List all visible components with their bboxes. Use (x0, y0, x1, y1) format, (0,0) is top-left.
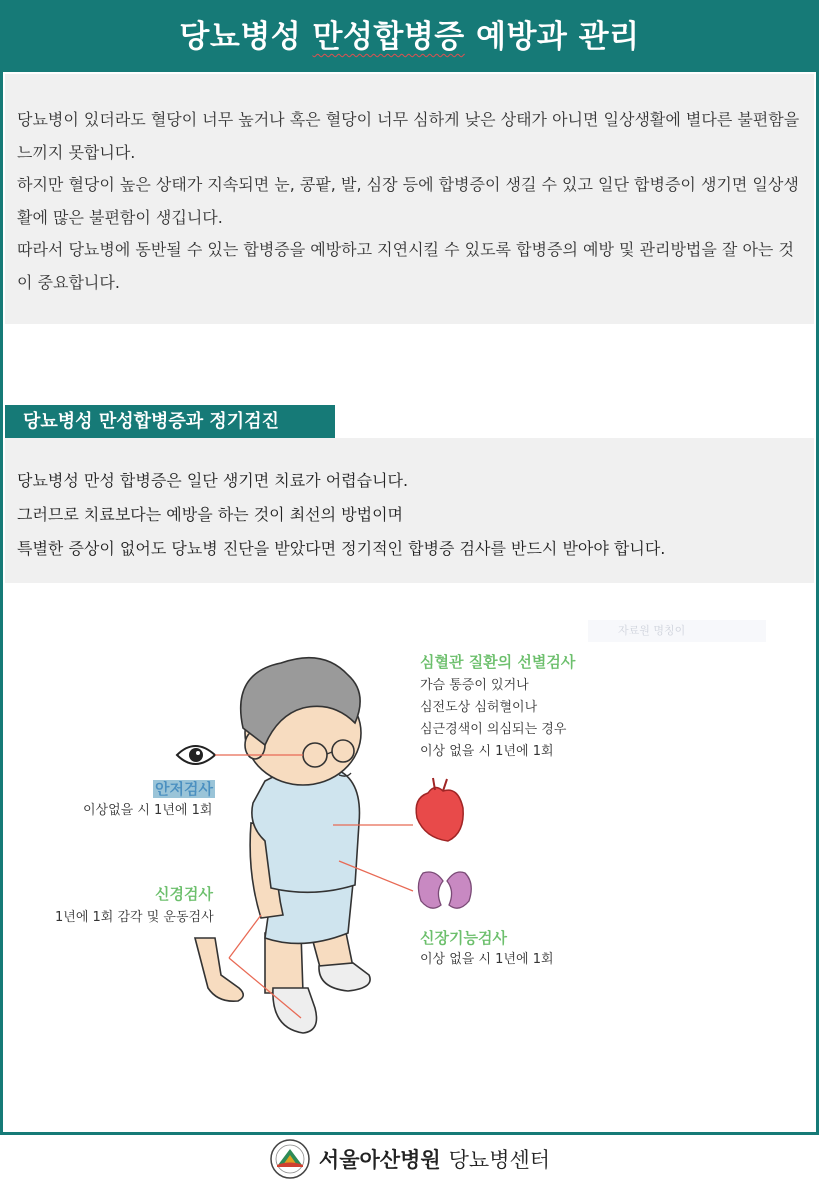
kidney-exam-title: 신장기능검사 (420, 929, 507, 947)
eye-icon (177, 746, 215, 764)
heart-exam-title: 심혈관 질환의 선별검사 (420, 653, 576, 671)
footer (0, 1135, 819, 1183)
section-line: 특별한 증상이 없어도 당뇨병 진단을 받았다면 정기적인 합병증 검사를 반드시 받아야 합니다. (17, 539, 666, 558)
intro-line: 당뇨병이 있더라도 혈당이 너무 높거나 혹은 혈당이 너무 심하게 낮은 상태가 아니면 일상생활에 별다른 불편함을 느끼지 못합니다. (17, 110, 800, 162)
heart-exam-line: 심근경색이 의심되는 경우 (420, 722, 567, 737)
title-part-2: 예방과 관리 (464, 19, 640, 55)
center-name: 당뇨병센터 (448, 1148, 551, 1172)
intro-line: 따라서 당뇨병에 동반될 수 있는 합병증을 예방하고 지연시킬 수 있도록 합병증의 예방 및 관리방법을 잘 아는 것이 중요합니다. (17, 240, 794, 292)
eye-exam-title-text: 안저검사 (155, 780, 213, 798)
kidney-exam-body: 이상 없을 시 1년에 1회 (420, 952, 554, 967)
title-part-1: 당뇨병성 (179, 19, 313, 55)
nerve-exam-body: 1년에 1회 감각 및 운동검사 (55, 910, 214, 925)
title-underlined: 만성합병증 (312, 19, 465, 55)
asan-foundation-logo-icon (269, 1138, 311, 1180)
hospital-name: 서울아산병원 (318, 1148, 441, 1172)
heart-exam-line: 이상 없을 시 1년에 1회 (420, 744, 554, 759)
section-line: 당뇨병성 만성 합병증은 일단 생기면 치료가 어렵습니다. (17, 471, 409, 490)
child-illustration (3, 3, 816, 1133)
kidney-icon (418, 872, 471, 908)
intro-line: 하지만 혈당이 높은 상태가 지속되면 눈, 콩팥, 발, 심장 등에 합병증이 생길 수 있고 일단 합병증이 생기면 일상생활에 많은 불편함이 생깁니다. (17, 175, 799, 227)
heart-organ-icon (416, 778, 463, 841)
heart-exam-body (420, 675, 566, 763)
section-line: 그러므로 치료보다는 예방을 하는 것이 최선의 방법이며 (17, 505, 404, 524)
faded-source-tag: 자료원 명칭이 (588, 620, 766, 642)
heart-exam-line: 심전도상 심허혈이나 (420, 700, 538, 715)
eye-exam-body: 이상없을 시 1년에 1회 (83, 803, 213, 818)
section-title: 당뇨병성 만성합병증과 정기검진 (5, 405, 335, 438)
nerve-exam-title: 신경검사 (155, 885, 213, 903)
eye-exam-title (153, 778, 215, 799)
heart-exam-line: 가슴 통증이 있거나 (420, 678, 529, 693)
